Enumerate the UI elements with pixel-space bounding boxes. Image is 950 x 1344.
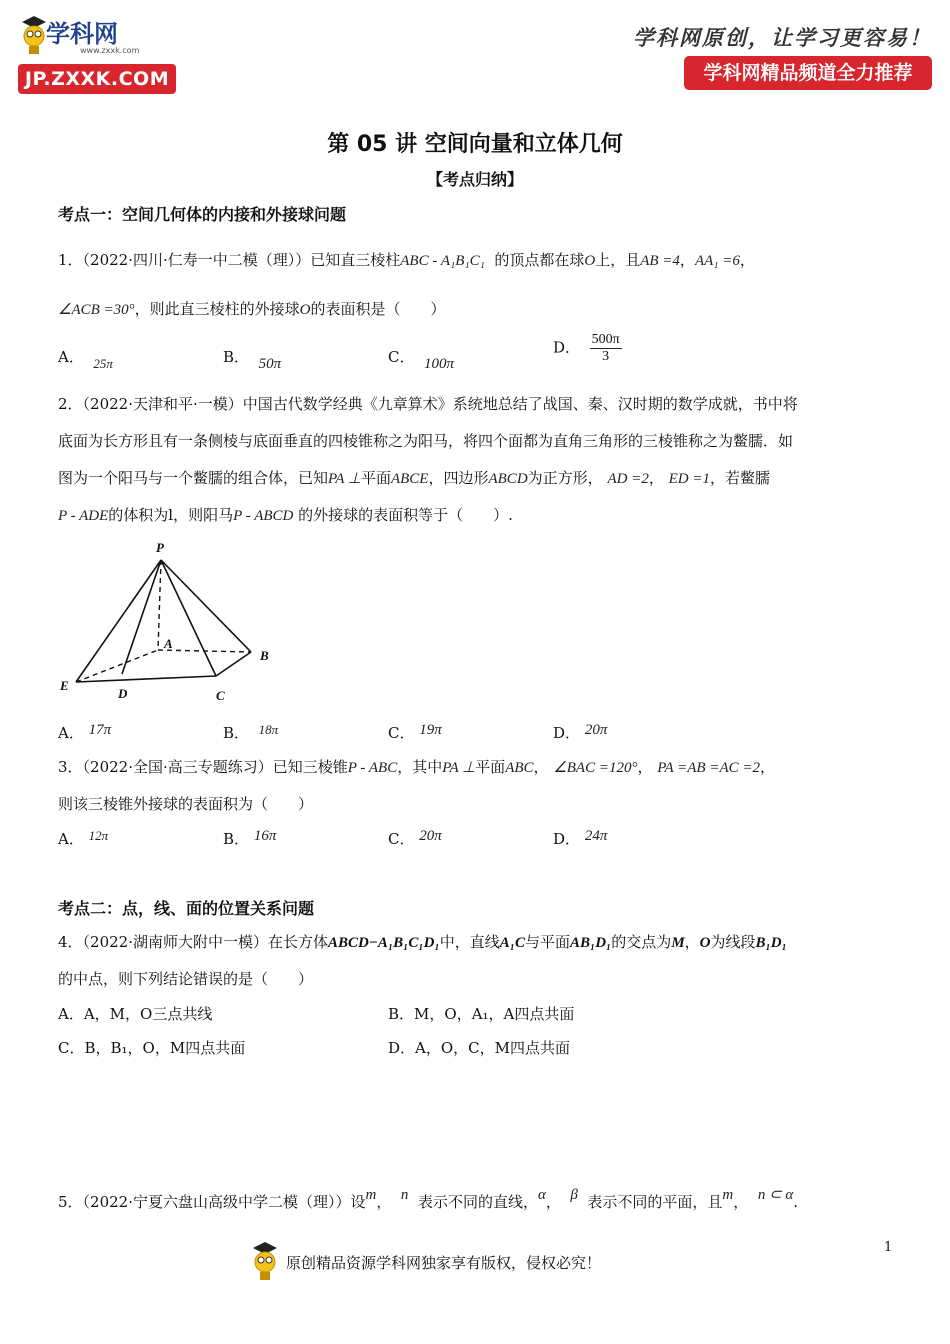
math-box: ABCD−A₁B₁C₁D₁ (328, 935, 440, 951)
q2-text: ，四边形 (428, 469, 489, 487)
q1-option-b[interactable] (223, 346, 281, 373)
slogan: 学科网原创，让学习更容易！ (633, 25, 932, 50)
edge-pc (161, 560, 216, 676)
math-alpha: α (537, 1187, 546, 1203)
math-abce: ABCE (390, 471, 429, 487)
q5-text: 表示不同的平面，且 (587, 1193, 723, 1211)
edge-pb (161, 560, 251, 652)
option-label: B． (388, 1005, 415, 1023)
section-heading-1: 考点一：空间几何体的内接和外接球问题 (58, 205, 347, 224)
math-o: O (699, 935, 711, 951)
option-label: B． (223, 724, 250, 742)
q5-text: 表示不同的直线， (417, 1193, 538, 1211)
option-label: C． (388, 724, 415, 742)
edge-cb (216, 652, 251, 676)
math-ad: AD =2 (607, 471, 649, 487)
q1-option-d[interactable] (553, 332, 622, 365)
option-value: B，B₁，O，M四点共面 (84, 1039, 246, 1057)
q4-line1 (58, 931, 787, 952)
option-label: D． (553, 830, 581, 848)
option-label: C． (58, 1039, 85, 1057)
copyright-notice: 原创精品资源学科网独家享有版权，侵权必究！ (286, 1254, 602, 1272)
q4-text: 中，直线 (439, 933, 500, 951)
math-abc: ABC (505, 760, 534, 776)
edge-ec (76, 676, 216, 682)
q3-line2: 则该三棱锥外接球的表面积为（ ） (58, 795, 314, 813)
mascot-icon (250, 1240, 280, 1284)
option-label: D． (553, 338, 581, 357)
q1-text: 1．（2022·四川·仁寿一中二模（理））已知直三棱柱 (58, 251, 401, 269)
option-value: 20π (419, 828, 442, 844)
q2-option-c[interactable] (388, 722, 442, 743)
q1-text: 的表面积是（ ） (310, 300, 446, 318)
page-title: 第 05 讲 空间向量和立体几何 (327, 132, 623, 157)
q2-text: 为正方形， (527, 469, 603, 487)
q2-text: 的外接球的表面积等于（ ）. (298, 506, 513, 524)
q4-option-b[interactable] (388, 1003, 574, 1024)
q3-text: 平面 (475, 758, 506, 776)
fraction (590, 332, 622, 365)
math-ab1d1: AB₁D₁ (569, 935, 612, 951)
footer (250, 1240, 670, 1284)
math-beta: β (570, 1187, 578, 1203)
logo-url: www.zxxk.com (80, 46, 140, 55)
math-pabc: P - ABC (347, 760, 398, 776)
q1-line1: 1．（2022·四川·仁寿一中二模（理））已知直三棱柱ABC - A₁B₁C₁ 的顶点都在球O上，且AB =4，AA₁ =6， (58, 251, 755, 269)
q2-text: ，若鳖臑 (709, 469, 770, 487)
q5-text: 5．（2022·宁夏六盘山高级中学二模（理））设 (58, 1193, 366, 1211)
option-value: 17π (88, 722, 112, 738)
q4-option-c[interactable] (58, 1037, 245, 1058)
edge-pd (122, 560, 161, 674)
q4-text: 为线段 (710, 933, 756, 951)
option-value: A，M，O三点共线 (83, 1005, 213, 1023)
q3-text: ，其中 (397, 758, 443, 776)
math-a1c: A₁C (499, 935, 525, 951)
mascot-icon (20, 16, 48, 60)
option-label: A． (58, 830, 84, 848)
option-value: 20π (584, 722, 608, 738)
q3-option-b[interactable] (223, 828, 276, 849)
math-ab: AB =4 (640, 253, 680, 269)
q3-option-c[interactable] (388, 828, 442, 849)
q4-text: ， (684, 933, 700, 951)
option-value: A，O，C，M四点共面 (415, 1039, 570, 1057)
q1-option-a[interactable] (58, 346, 113, 372)
math-equal-lengths: PA =AB =AC =2 (657, 760, 760, 776)
math-pade: P - ADE (58, 508, 109, 524)
option-value: 100π (424, 356, 455, 372)
math-sphere-o: O (584, 253, 596, 269)
q4-text: 4．（2022·湖南师大附中一模）在长方体 (58, 933, 328, 951)
page-subtitle: 【考点归纳】 (426, 170, 523, 189)
math-m: m (365, 1187, 377, 1203)
math-pabcd: P - ABCD (233, 508, 294, 524)
q1-option-c[interactable] (388, 346, 454, 373)
q4-text: 与平面 (524, 933, 570, 951)
q1-text: 上，且 (595, 251, 641, 269)
option-label: D． (388, 1039, 416, 1057)
q2-option-b[interactable] (223, 722, 278, 743)
option-label: A． (58, 348, 84, 366)
recommend-badge: 学科网精品频道全力推荐 (684, 56, 932, 90)
label-p: P (156, 540, 164, 555)
q4-option-d[interactable] (388, 1037, 570, 1058)
math-prism: ABC - A₁B₁C₁ (400, 253, 485, 269)
math-abcd: ABCD (488, 471, 528, 487)
option-label: D． (553, 724, 581, 742)
section-heading-2: 考点二：点，线、面的位置关系问题 (58, 899, 315, 918)
math-ed: ED =1 (668, 471, 710, 487)
q2-text: 的体积为l，则阳马 (108, 506, 234, 524)
q3-line1: 3．（2022·全国·高三专题练习）已知三棱锥P - ABC，其中PA ⊥平面ABC， ∠BAC =120°， PA =AB =AC =2， (58, 758, 775, 776)
math-n-subset-alpha: n ⊂ α (757, 1187, 794, 1203)
option-label: A． (58, 1005, 84, 1023)
option-value: 18π (258, 722, 279, 737)
logo (18, 14, 178, 96)
q3-option-a[interactable] (58, 828, 108, 849)
pyramid-figure (56, 540, 286, 710)
math-angle-bac: ∠BAC =120° (553, 760, 638, 776)
math-sphere-o: O (299, 302, 311, 318)
q3-text: 3．（2022·全国·高三专题练习）已知三棱锥 (58, 758, 348, 776)
edge-ea-hidden (76, 650, 158, 682)
q4-line2: 的中点，则下列结论错误的是（ ） (58, 970, 314, 988)
q5-line1: 5．（2022·宁夏六盘山高级中学二模（理））设m， n 表示不同的直线，α， β 表示不同的平面，且m， n ⊂ α. (58, 1187, 799, 1211)
label-b: B (260, 648, 269, 663)
q2-line3: 图为一个阳马与一个鳖臑的组合体，已知PA ⊥平面ABCE，四边形ABCD为正方形， AD =2， ED =1，若鳖臑 (58, 469, 770, 487)
q1-line2 (58, 298, 446, 319)
q4-text: 的交点为 (611, 933, 672, 951)
math-angle: ∠ACB =30° (58, 302, 135, 318)
q2-text: 平面 (360, 469, 391, 487)
math-m2: m (722, 1187, 734, 1203)
q2-line4 (58, 504, 513, 525)
option-value: 19π (419, 722, 442, 738)
option-value: M，O，A₁，A四点共面 (414, 1005, 575, 1023)
q2-option-a[interactable] (58, 722, 111, 743)
math-m: M (671, 935, 685, 951)
fraction-numerator: 500π (591, 332, 620, 347)
q2-option-d[interactable] (553, 722, 607, 743)
q2-text: 图为一个阳马与一个鳖臑的组合体，已知 (58, 469, 329, 487)
option-value: 16π (253, 828, 277, 844)
option-value: 24π (584, 828, 608, 844)
page-number: 1 (884, 1240, 893, 1255)
q1-text: ，则此直三棱柱的外接球 (134, 300, 300, 318)
logo-text: 学科网 (46, 20, 118, 48)
option-label: C． (388, 830, 415, 848)
label-a: A (164, 636, 173, 651)
option-label: C． (388, 348, 415, 366)
option-label: B． (223, 830, 250, 848)
math-pa-perp: PA ⊥ (328, 471, 361, 487)
fraction-denominator: 3 (602, 349, 610, 364)
q2-line2: 底面为长方形且有一条侧棱与底面垂直的四棱锥称之为阳马，将四个面都为直角三角形的三棱锥称之为鳖臑．如 (58, 432, 794, 450)
option-label: A． (58, 724, 84, 742)
edge-pe (76, 560, 161, 682)
option-label: B． (223, 348, 250, 366)
option-value: 12π (88, 828, 109, 843)
q1-text: 的顶点都在球 (494, 251, 585, 269)
edge-pa-hidden (158, 560, 161, 650)
math-n: n (400, 1187, 409, 1203)
logo-domain-banner: JP.ZXXK.COM (18, 64, 176, 94)
math-b1d1: B₁D₁ (755, 935, 787, 951)
option-value: 50π (258, 356, 282, 372)
label-c: C (216, 688, 225, 703)
q3-option-d[interactable] (553, 828, 607, 849)
label-d: D (118, 686, 128, 701)
math-pa-perp: PA ⊥ (442, 760, 476, 776)
q2-line1: 2．（2022·天津和平·一模）中国古代数学经典《九章算术》系统地总结了战国、秦、汉时期的数学成就，书中将 (58, 395, 798, 413)
option-value: 25π (93, 356, 113, 371)
q4-option-a[interactable] (58, 1003, 212, 1024)
math-aa1: AA₁ =6 (694, 253, 740, 269)
label-e: E (60, 678, 69, 693)
